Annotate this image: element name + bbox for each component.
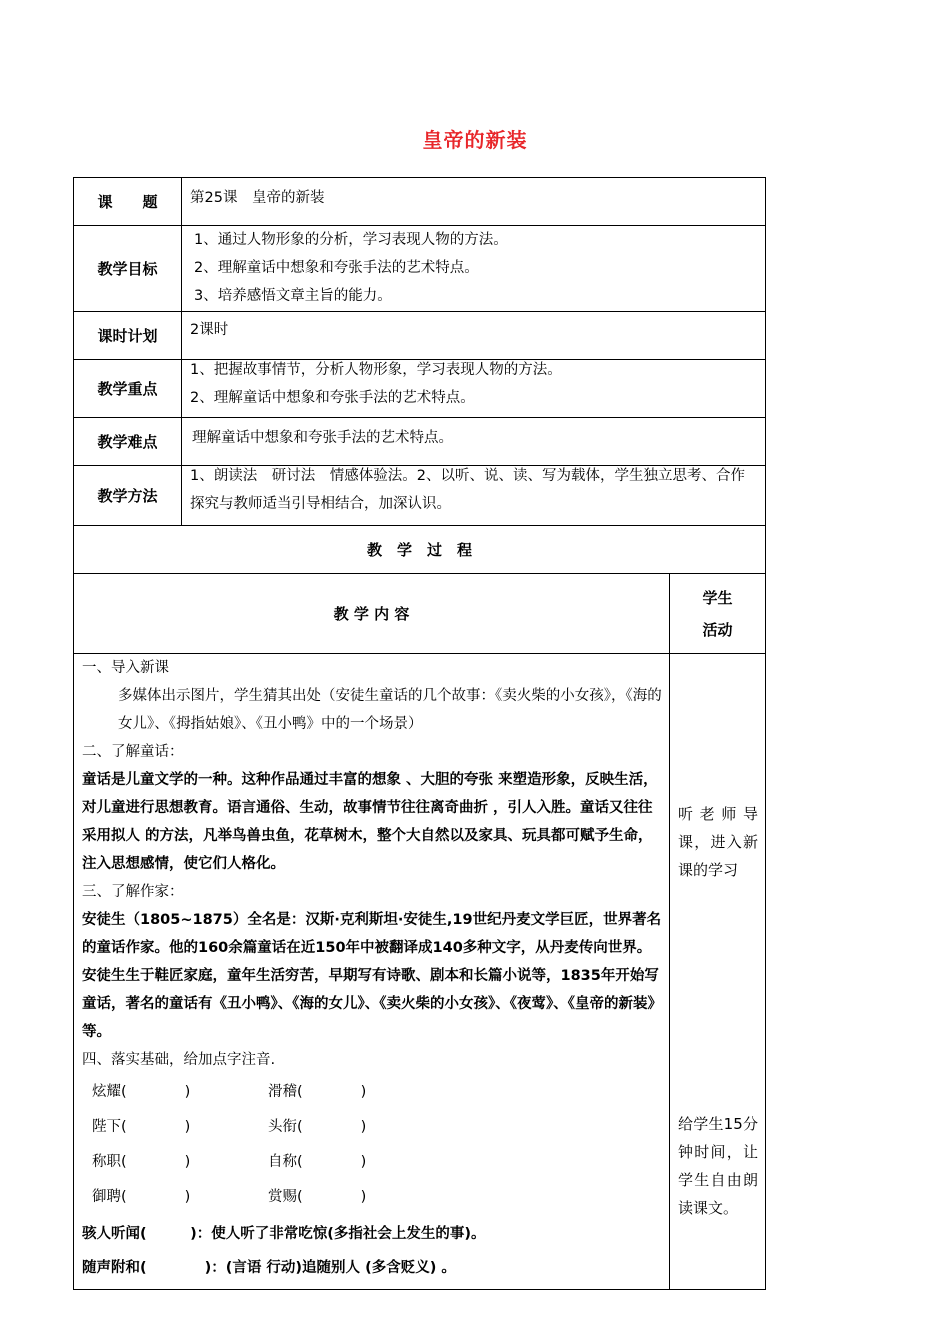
idiom-2: 随声附和( )：(言语 行动)追随别人 (多含贬义) 。 [82,1260,456,1276]
section-intro-text: 多媒体出示图片，学生猜其出处（安徒生童话的几个故事：《卖火柴的小女孩》，《海的女儿》、《拇指姑娘》、《丑小鸭》中的一个场景） [118,688,662,732]
process-header: 教 学 过 程 [366,541,472,559]
pinyin-item: 炫耀( ) [92,1084,191,1100]
student-header-1: 学生 [702,588,733,607]
value-topic: 第25课 皇帝的新装 [190,190,325,206]
goal-item: 1、通过人物形象的分析，学习表现人物的方法。 [194,232,508,248]
row-content-header [74,574,765,654]
label-goals: 教学目标 [74,226,182,311]
label-topic: 课 题 [74,178,182,225]
pinyin-item: 陛下( ) [92,1119,191,1135]
label-method: 教学方法 [74,466,182,525]
student-header-2: 活动 [702,620,733,639]
label-key: 教学重点 [74,360,182,417]
row-topic [74,178,765,226]
student-activity-cell [669,654,765,1290]
row-key [74,360,765,418]
section-author-heading: 三、了解作家： [82,884,184,900]
section-fairytale-heading: 二、了解童话： [82,744,184,760]
section-basics-heading: 四、落实基础，给加点字注音. [82,1052,276,1068]
row-goals [74,226,765,312]
idiom-1: 骇人听闻( )：使人听了非常吃惊(多指社会上发生的事)。 [82,1226,486,1242]
page-title: 皇帝的新装 [422,128,528,152]
activity-2: 给学生15分钟时间，让学生自由朗读课文。 [678,1115,758,1217]
pinyin-item: 称职( ) [92,1154,191,1170]
lesson-plan-table [73,177,766,1290]
row-difficulty [74,418,765,466]
pinyin-item: 滑稽( ) [268,1084,367,1100]
value-goals [194,226,757,310]
pinyin-item: 赏赐( ) [268,1189,367,1205]
row-method [74,466,765,526]
section-intro-heading: 一、导入新课 [82,660,169,676]
section-fairytale-text: 童话是儿童文学的一种。这种作品通过丰富的想象 、大胆的夸张 来塑造形象，反映生活，对儿童进行思想教育。语言通俗、生动，故事情节往往离奇曲折 ，引人入胜。童话又往往采用拟人 的方法，凡举鸟兽虫鱼，花草树木，整个大自然以及家具、玩具都可赋予生命，注入思想感情，使它们人格化。 [82,772,658,872]
content-header: 教 学 内 容 [333,605,410,623]
value-difficulty: 理解童话中想象和夸张手法的艺术特点。 [192,430,453,446]
key-item: 2、理解童话中想象和夸张手法的艺术特点。 [190,390,475,406]
pinyin-item: 自称( ) [268,1154,367,1170]
value-key [190,356,757,412]
goal-item: 2、理解童话中想象和夸张手法的艺术特点。 [194,260,479,276]
label-plan: 课时计划 [74,312,182,359]
row-plan [74,312,765,360]
value-plan: 2课时 [190,322,229,338]
process-content [82,654,662,1285]
label-difficulty: 教学难点 [74,418,182,465]
student-header-cell [669,574,765,653]
row-process-header [74,526,765,574]
value-method: 1、朗读法 研讨法 情感体验法。2、以听、说、读、写为载体，学生独立思考、合作探究与教师适当引导相结合，加深认识。 [190,468,745,512]
activity-1: 听老师导课，进入新课的学习 [678,805,758,879]
pinyin-item: 头衔( ) [268,1119,367,1135]
key-item: 1、把握故事情节，分析人物形象，学习表现人物的方法。 [190,362,562,378]
pinyin-item: 御聘( ) [92,1189,191,1205]
row-process-body [74,654,765,1290]
content-header-cell [74,574,669,653]
goal-item: 3、培养感悟文章主旨的能力。 [194,288,392,304]
section-author-text: 安徒生（1805~1875）全名是：汉斯·克利斯坦·安徒生,19世纪丹麦文学巨匠，世界著名的童话作家。他的160余篇童话在近150年中被翻译成140多种文字，从丹麦传向世界。安徒生生于鞋匠家庭，童年生活穷苦，早期写有诗歌、剧本和长篇小说等，1835年开始写童话，著名的童话有《丑小鸭》、《海的女儿》、《卖火柴的小女孩》、《夜莺》、《皇帝的新装》等。 [82,912,662,1040]
pinyin-exercise [82,1078,662,1211]
